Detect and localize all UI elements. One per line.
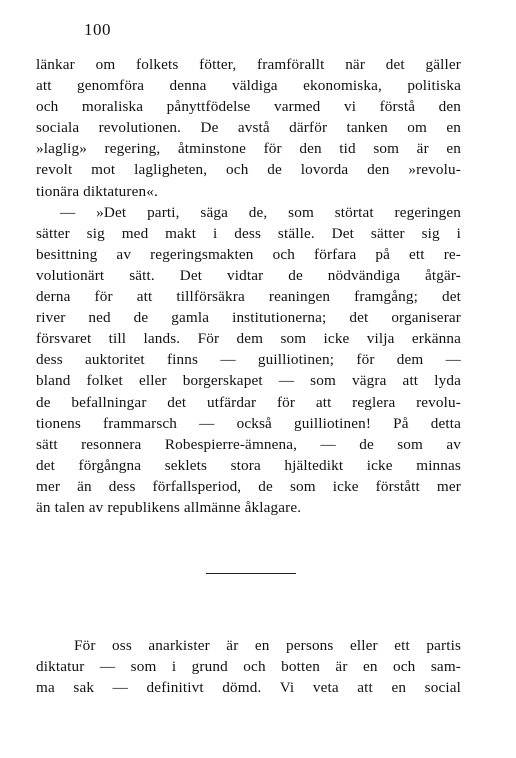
text-line: sätt resonnera Robespierre-ämnena, — de som av: [36, 435, 461, 453]
text-line: sociala revolutionen. De avstå därför tanken om en: [36, 119, 461, 137]
text-line: länkar om folkets fötter, framförallt när det gäller: [36, 56, 461, 73]
text-line: »laglig» regering, åtminstone för den tid som är en: [36, 140, 461, 158]
text-line: revolt mot lagligheten, och de lovorda den »revolu-: [36, 161, 461, 179]
text-line: bland folket eller borgerskapet — som vägra att lyda: [36, 372, 461, 390]
text-line: volutionärt sätt. Det vidtar de nödvändiga åtgär-: [36, 266, 461, 284]
text-line: tionens frammarsch — också guilliotinen! På detta: [36, 414, 461, 432]
text-line: att genomföra denna väldiga ekonomiska, politiska: [36, 77, 461, 95]
text-line: ma sak — definitivt dömd. Vi veta att en social: [36, 679, 461, 697]
text-line: sätter sig med makt i dess ställe. Det sätter sig i: [36, 224, 461, 242]
text-line: än talen av republikens allmänne åklagare.: [36, 498, 302, 516]
text-line: försvaret till lands. För dem som icke vilja erkänna: [36, 330, 461, 348]
text-line: diktatur — som i grund och botten är en och sam-: [36, 658, 461, 676]
text-line: derna för att tillförsäkra reaningen framgång; det: [36, 288, 461, 306]
text-line: mer än dess förfallsperiod, de som icke förstått mer: [36, 477, 461, 495]
text-line: de befallningar det utfärdar för att reglera revolu-: [36, 393, 461, 411]
text-line: river ned de gamla institutionerna; det organiserar: [36, 309, 461, 327]
text-line: och moraliska pånyttfödelse varmed vi förstå den: [36, 98, 461, 116]
body-text-upper: [36, 54, 461, 518]
text-line: För oss anarkister är en persons eller ett partis: [74, 637, 461, 654]
text-line: det förgångna seklets stora hjältedikt icke minnas: [36, 456, 461, 474]
page-number: 100: [84, 20, 111, 39]
text-line: tionära diktaturen«.: [36, 182, 158, 200]
text-line: — »Det parti, säga de, som störtat regeringen: [60, 203, 461, 221]
text-line: dess auktoritet finns — guilliotinen; för dem —: [36, 351, 461, 369]
body-text-lower: [36, 635, 461, 698]
text-line: besittning av regeringsmakten och förfara på ett re-: [36, 245, 461, 263]
section-divider: [206, 573, 296, 574]
